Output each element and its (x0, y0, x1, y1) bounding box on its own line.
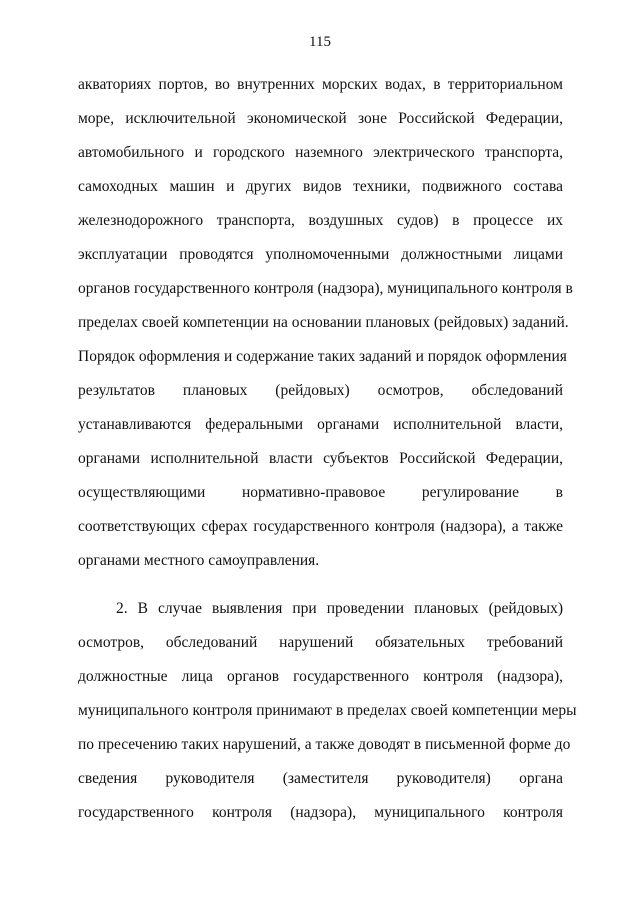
document-body (78, 68, 577, 830)
text-line: органами местного самоуправления. (78, 552, 320, 569)
page-number: 115 (309, 34, 331, 50)
text-line: самоходных машин и других видов техники, подвижного состава (78, 178, 563, 195)
paragraph-spacer (78, 578, 563, 592)
paragraph-1 (78, 68, 573, 578)
text-line: Порядок оформления и содержание таких заданий и порядок оформления (78, 348, 567, 365)
text-line: должностные лица органов государственного контроля (надзора), (78, 668, 563, 685)
text-line: пределах своей компетенции на основании плановых (рейдовых) заданий. (78, 314, 569, 331)
text-line: автомобильного и городского наземного электрического транспорта, (78, 144, 563, 161)
text-line: железнодорожного транспорта, воздушных судов) в процессе их (78, 212, 563, 229)
text-line: органов государственного контроля (надзора), муниципального контроля в (78, 280, 573, 297)
text-line: акваториях портов, во внутренних морских водах, в территориальном (78, 76, 563, 93)
text-line: по пресечению таких нарушений, а также доводят в письменной форме до (78, 736, 571, 753)
text-line: результатов плановых (рейдовых) осмотров, обследований (78, 382, 563, 399)
text-line: соответствующих сферах государственного контроля (надзора), а также (78, 518, 563, 535)
text-line: осуществляющими нормативно-правовое регулирование в (78, 484, 563, 501)
text-line: муниципального контроля принимают в пределах своей компетенции меры (78, 702, 577, 719)
text-line: сведения руководителя (заместителя руководителя) органа (78, 770, 563, 787)
text-line: устанавливаются федеральными органами исполнительной власти, (78, 416, 563, 433)
paragraph-2 (78, 592, 577, 830)
text-line: осмотров, обследований нарушений обязательных требований (78, 634, 563, 651)
text-line: государственного контроля (надзора), муниципального контроля (78, 804, 563, 821)
text-line: эксплуатации проводятся уполномоченными должностными лицами (78, 246, 563, 263)
text-line: море, исключительной экономической зоне Российской Федерации, (78, 110, 563, 127)
text-line: органами исполнительной власти субъектов Российской Федерации, (78, 450, 563, 467)
text-line: 2. В случае выявления при проведении плановых (рейдовых) (116, 600, 563, 617)
